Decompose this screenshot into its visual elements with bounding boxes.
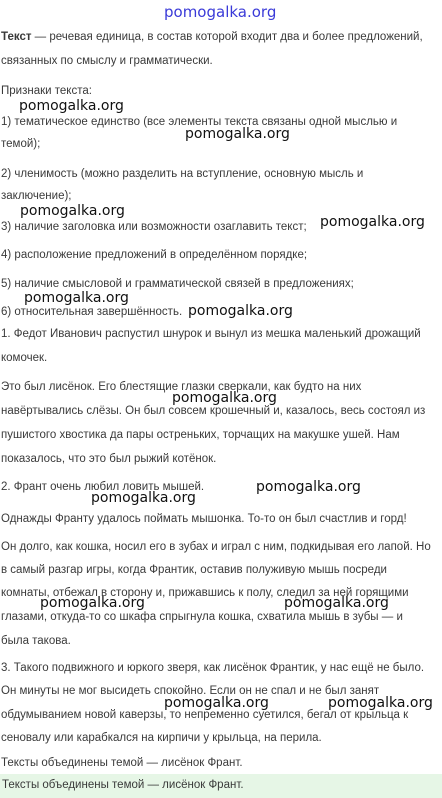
watermark: pomogalka.org <box>188 303 293 319</box>
text2-line: комнаты, отбежал в сторону и, прижавшись к полу, следил за ней горящими <box>1 587 409 599</box>
watermark: pomogalka.org <box>91 490 196 506</box>
text2-line: Он долго, как кошка, носил его в зубах и играл с ним, подкидывая его лапой. Но <box>1 541 431 553</box>
watermark: pomogalka.org <box>40 595 145 611</box>
text2-line: была такова. <box>1 635 71 647</box>
text3-line: Он минуты не мог высидеть спокойно. Если он не спал и не был занят <box>1 685 380 697</box>
answer-bar <box>0 774 442 798</box>
watermark: pomogalka.org <box>256 479 361 495</box>
definition-line-1 <box>1 30 423 44</box>
watermark: pomogalka.org <box>320 214 425 230</box>
watermark: pomogalka.org <box>20 203 125 219</box>
text1-line: показалось, что это был рыжий котёнок. <box>1 453 217 465</box>
text2-line: 2. Франт очень любил ловить мышей. <box>1 481 205 493</box>
watermark: pomogalka.org <box>24 290 129 306</box>
conclusion-line: Тексты объединены темой — лисёнок Франт. <box>1 757 243 769</box>
text3-line: обдумыванием новой каверзы, то непременно суетился, бегал от крыльца к <box>1 709 409 721</box>
text1-line: навёртывались слёзы. Он был совсем крошечный и, казалось, весь состоял из <box>1 405 426 417</box>
text1-line: пушистого хвостика да пары остреньких, торчащих на макушке ушей. Нам <box>1 429 400 441</box>
sign-line: 2) членимость (можно разделить на вступление, основную мысль и <box>1 168 364 180</box>
sign-line: 1) тематическое единство (все элементы текста связаны одной мыслью и <box>1 116 398 128</box>
sign-line: 3) наличие заголовка или возможности озаглавить текст; <box>1 221 307 233</box>
sign-line: темой); <box>1 138 41 150</box>
text2-line: в самый разгар игры, когда Франтик, оставив полуживую мышь посреди <box>1 564 387 576</box>
text1-line: комочек. <box>1 352 48 364</box>
watermark: pomogalka.org <box>19 98 124 114</box>
watermark: pomogalka.org <box>185 126 290 142</box>
sign-line: 6) относительная завершённость. <box>1 306 183 318</box>
sign-line: заключение); <box>1 190 72 202</box>
text2-line: глазами, откуда-то со шкафа спрыгнула кошка, схватила мышь в зубы — и <box>1 611 403 623</box>
definition-term: Текст <box>1 31 32 43</box>
text3-line: сеновалу или карабкался на кирпичи у крыльца, на перила. <box>1 732 322 744</box>
text1-line: 1. Федот Иванович распустил шнурок и вынул из мешка маленький дрожащий <box>1 328 421 340</box>
definition-rest: — речевая единица, в состав которой входит два и более предложений, <box>31 31 423 43</box>
sign-line: 5) наличие смысловой и грамматической связей в предложениях; <box>1 278 354 290</box>
answer-text: Тексты объединены темой — лисёнок Франт. <box>2 779 244 791</box>
watermark-top: pomogalka.org <box>164 3 277 21</box>
watermark: pomogalka.org <box>284 595 389 611</box>
sign-line: 4) расположение предложений в определённом порядке; <box>1 249 308 261</box>
watermark: pomogalka.org <box>164 695 269 711</box>
text1-line: Это был лисёнок. Его блестящие глазки сверкали, как будто на них <box>1 381 362 393</box>
watermark: pomogalka.org <box>328 695 433 711</box>
signs-header: Признаки текста: <box>1 85 92 97</box>
text3-line: 3. Такого подвижного и юркого зверя, как лисёнок Франтик, у нас ещё не было. <box>1 662 425 674</box>
text2-line: Однажды Франту удалось поймать мышонка. То-то он был счастлив и горд! <box>1 513 407 525</box>
watermark: pomogalka.org <box>172 390 277 406</box>
definition-line-2: связанных по смыслу и грамматически. <box>1 55 213 67</box>
